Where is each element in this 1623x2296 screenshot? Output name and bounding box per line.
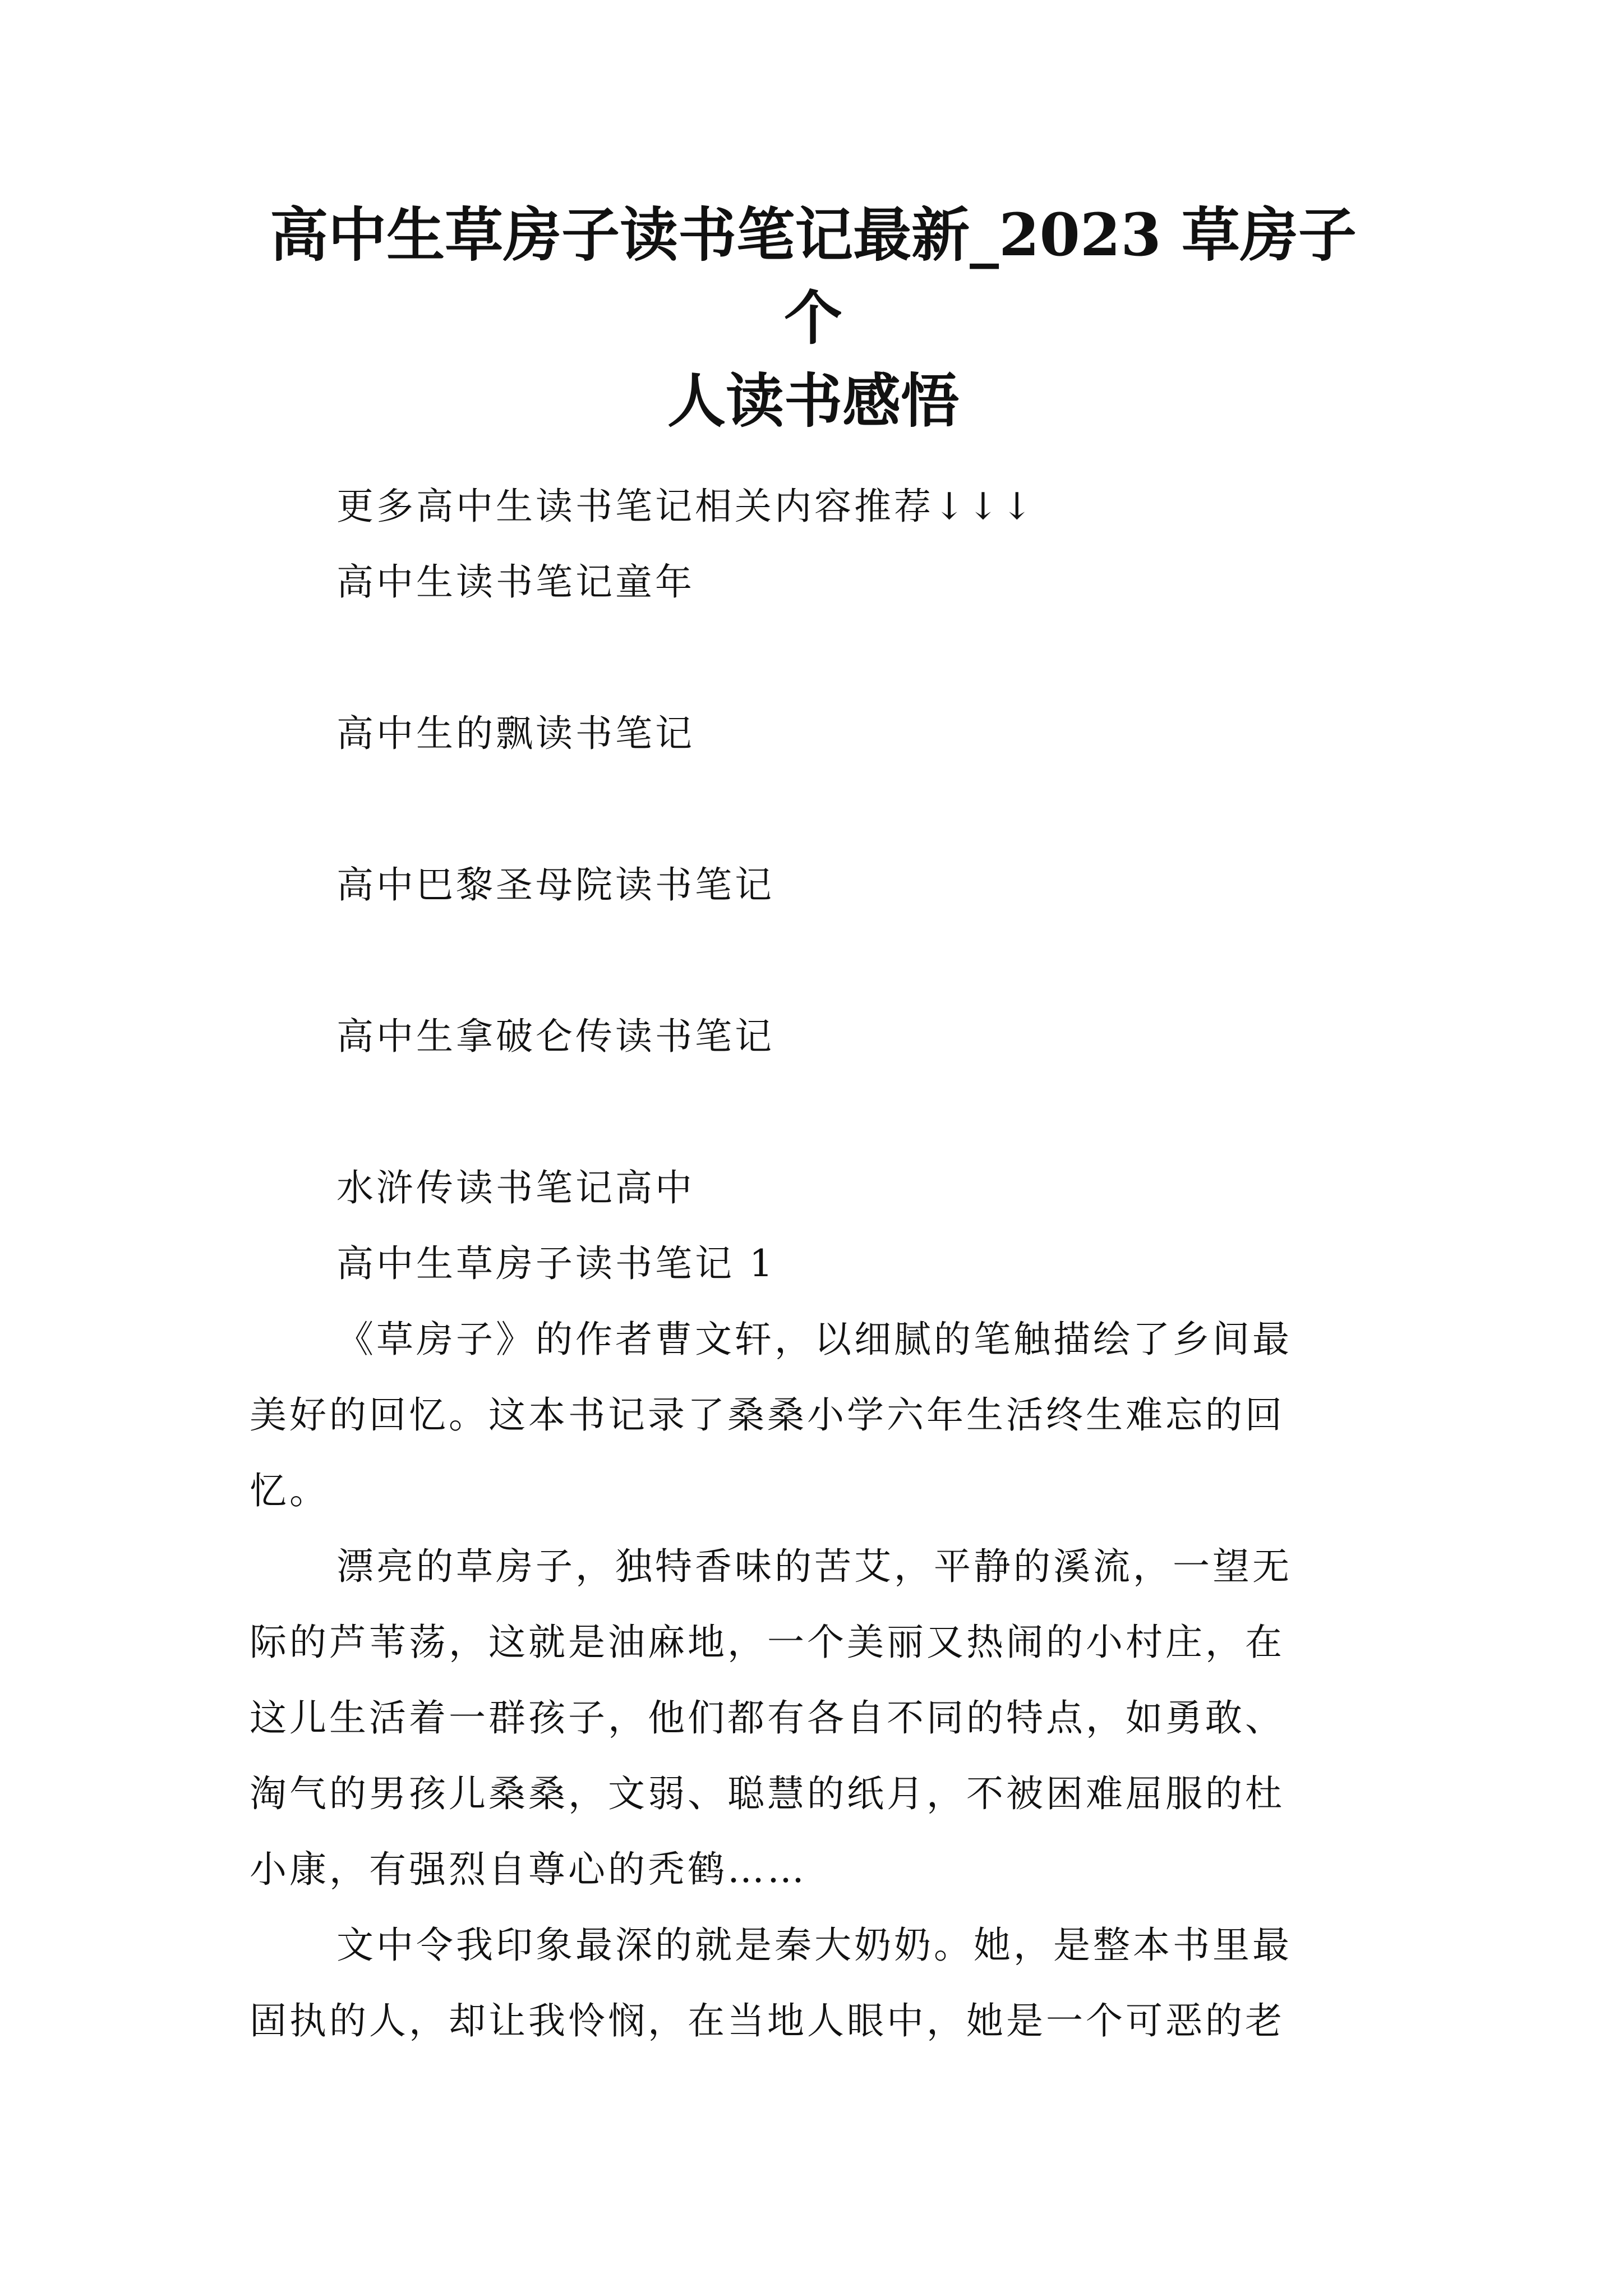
paragraph-line: 际的芦苇荡，这就是油麻地，一个美丽又热闹的小村庄，在 — [250, 1621, 1285, 1664]
title-line-1: 高中生草房子读书笔记最新_2023 草房子个 — [270, 200, 1357, 352]
recommend-link[interactable]: 高中生读书笔记童年 — [336, 560, 695, 604]
paragraph-line: 文中令我印象最深的就是秦大奶奶。她，是整本书里最 — [336, 1924, 1292, 1967]
paragraph-line: 《草房子》的作者曹文轩，以细腻的笔触描绘了乡间最 — [336, 1318, 1292, 1361]
paragraph-line: 小康，有强烈自尊心的秃鹤…… — [250, 1848, 807, 1891]
paragraph-line: 这儿生活着一群孩子，他们都有各自不同的特点，如勇敢、 — [250, 1696, 1285, 1740]
paragraph-line: 淘气的男孩儿桑桑，文弱、聪慧的纸月，不被困难屈服的杜 — [250, 1772, 1285, 1815]
document-title — [247, 194, 1380, 443]
recommend-link[interactable]: 高中巴黎圣母院读书笔记 — [336, 863, 774, 907]
recommend-link[interactable]: 高中生拿破仑传读书笔记 — [336, 1015, 774, 1058]
paragraph-line: 美好的回忆。这本书记录了桑桑小学六年生活终生难忘的回 — [250, 1393, 1285, 1437]
paragraph-line: 漂亮的草房子，独特香味的苦艾，平静的溪流，一望无 — [336, 1545, 1292, 1588]
recommend-link[interactable]: 高中生的飘读书笔记 — [336, 712, 695, 755]
paragraph-line: 固执的人，却让我怜悯，在当地人眼中，她是一个可恶的老 — [250, 1999, 1285, 2042]
paragraph-line: 忆。 — [250, 1469, 329, 1512]
recommend-header: 更多高中生读书笔记相关内容推荐↓↓↓ — [336, 485, 1035, 528]
section-heading: 高中生草房子读书笔记 1 — [336, 1242, 776, 1285]
title-line-2: 人读书感悟 — [667, 366, 959, 435]
recommend-link[interactable]: 水浒传读书笔记高中 — [336, 1166, 695, 1209]
